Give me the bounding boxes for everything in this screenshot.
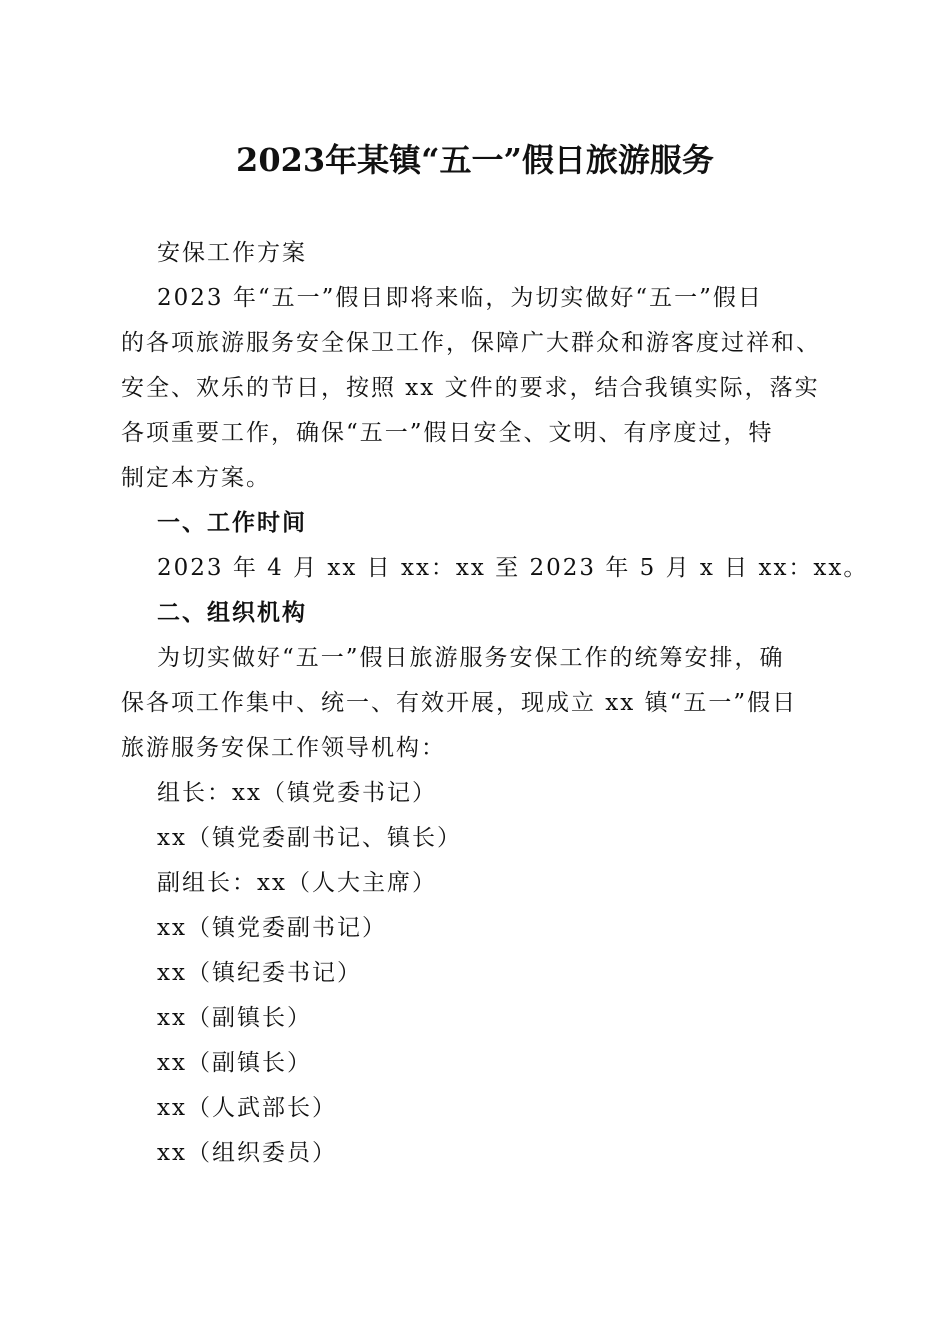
- paragraph-line: 制定本方案。: [121, 465, 271, 491]
- paragraph-line: 2023 年“五一”假日即将来临，为切实做好“五一”假日: [157, 285, 763, 311]
- member-line: xx（镇党委副书记）: [157, 915, 387, 941]
- member-line: xx（组织委员）: [157, 1140, 337, 1166]
- member-line: xx（副镇长）: [157, 1050, 312, 1076]
- paragraph-line: 的各项旅游服务安全保卫工作，保障广大群众和游客度过祥和、: [121, 330, 821, 356]
- paragraph-line: 保各项工作集中、统一、有效开展，现成立 xx 镇“五一”假日: [121, 690, 798, 716]
- section-heading-work-time: 一、工作时间: [157, 510, 307, 536]
- member-line: xx（镇党委副书记、镇长）: [157, 825, 462, 851]
- member-line: xx（副镇长）: [157, 1005, 312, 1031]
- member-line: 组长：xx（镇党委书记）: [157, 780, 437, 806]
- paragraph-line: 为切实做好“五一”假日旅游服务安保工作的统筹安排，确: [157, 645, 785, 671]
- paragraph-line: 旅游服务安保工作领导机构：: [121, 735, 446, 761]
- document-body: [121, 231, 869, 1176]
- section-heading-organization: 二、组织机构: [157, 600, 307, 626]
- member-line: 副组长：xx（人大主席）: [157, 870, 437, 896]
- member-line: xx（镇纪委书记）: [157, 960, 362, 986]
- paragraph-line: 安保工作方案: [157, 240, 307, 266]
- paragraph-line: 安全、欢乐的节日，按照 xx 文件的要求，结合我镇实际，落实: [121, 375, 820, 401]
- document-title: 2023年某镇“五一”假日旅游服务: [236, 141, 714, 179]
- member-line: xx（人武部长）: [157, 1095, 337, 1121]
- paragraph-line: 各项重要工作，确保“五一”假日安全、文明、有序度过，特: [121, 420, 774, 446]
- paragraph-line: 2023 年 4 月 xx 日 xx：xx 至 2023 年 5 月 x 日 xx：xx。: [157, 555, 869, 581]
